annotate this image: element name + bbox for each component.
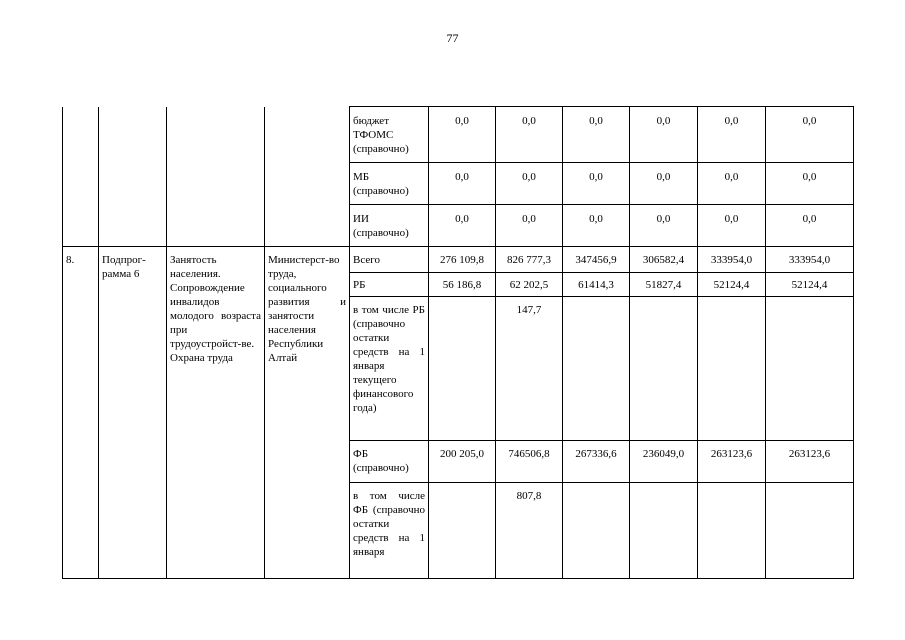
value-cell: 0,0 (429, 163, 496, 205)
value-cell: 0,0 (630, 107, 698, 163)
value-cell: 0,0 (496, 163, 563, 205)
value-cell (766, 483, 854, 579)
value-cell: 746506,8 (496, 441, 563, 483)
value-cell: 0,0 (563, 163, 630, 205)
value-cell: 52124,4 (698, 273, 766, 297)
value-cell: 0,0 (698, 107, 766, 163)
executor-cell: Министерст-во труда, социального развития и занятости населения Республики Алтай (265, 247, 350, 579)
value-cell: 0,0 (698, 205, 766, 247)
value-cell: 347456,9 (563, 247, 630, 273)
value-cell (698, 297, 766, 441)
value-cell (429, 297, 496, 441)
funding-source-cell: ИИ (справочно) (350, 205, 429, 247)
value-cell (630, 483, 698, 579)
value-cell (563, 483, 630, 579)
page-number: 77 (446, 31, 459, 45)
value-cell: 306582,4 (630, 247, 698, 273)
funding-source-cell: Всего (350, 247, 429, 273)
value-cell: 200 205,0 (429, 441, 496, 483)
table-row (63, 247, 854, 273)
value-cell: 0,0 (630, 205, 698, 247)
empty-cell (167, 107, 265, 247)
value-cell: 236049,0 (630, 441, 698, 483)
funding-source-cell: в том числе РБ (справочно остатки средств на 1 января текущего финансового года) (350, 297, 429, 441)
value-cell: 0,0 (766, 205, 854, 247)
value-cell: 0,0 (630, 163, 698, 205)
value-cell: 147,7 (496, 297, 563, 441)
value-cell (766, 297, 854, 441)
subprogram-name-cell: Подпрог-рамма 6 (99, 247, 167, 579)
value-cell: 0,0 (429, 107, 496, 163)
budget-table (62, 106, 854, 579)
value-cell: 333954,0 (766, 247, 854, 273)
value-cell: 52124,4 (766, 273, 854, 297)
funding-source-cell: в том числе ФБ (справочно остатки средств на 1 января (350, 483, 429, 579)
value-cell: 0,0 (563, 205, 630, 247)
value-cell: 267336,6 (563, 441, 630, 483)
value-cell: 0,0 (698, 163, 766, 205)
value-cell: 61414,3 (563, 273, 630, 297)
value-cell: 263123,6 (766, 441, 854, 483)
subprogram-description-cell: Занятость населения. Сопровождение инвалидов молодого возраста при трудоустройст-ве. Охрана труда (167, 247, 265, 579)
empty-cell (99, 107, 167, 247)
empty-cell (63, 107, 99, 247)
value-cell: 51827,4 (630, 273, 698, 297)
value-cell (429, 483, 496, 579)
value-cell: 0,0 (563, 107, 630, 163)
funding-source-cell: бюджет ТФОМС (справочно) (350, 107, 429, 163)
value-cell: 263123,6 (698, 441, 766, 483)
value-cell: 56 186,8 (429, 273, 496, 297)
value-cell: 333954,0 (698, 247, 766, 273)
value-cell: 0,0 (496, 205, 563, 247)
value-cell: 62 202,5 (496, 273, 563, 297)
row-number-cell: 8. (63, 247, 99, 579)
value-cell: 0,0 (766, 163, 854, 205)
empty-cell (265, 107, 350, 247)
value-cell: 0,0 (496, 107, 563, 163)
funding-source-cell: МБ (справочно) (350, 163, 429, 205)
table-row (63, 107, 854, 163)
value-cell (698, 483, 766, 579)
funding-source-cell: РБ (350, 273, 429, 297)
value-cell: 807,8 (496, 483, 563, 579)
value-cell: 0,0 (766, 107, 854, 163)
value-cell: 826 777,3 (496, 247, 563, 273)
value-cell: 276 109,8 (429, 247, 496, 273)
value-cell (630, 297, 698, 441)
value-cell: 0,0 (429, 205, 496, 247)
value-cell (563, 297, 630, 441)
funding-source-cell: ФБ (справочно) (350, 441, 429, 483)
